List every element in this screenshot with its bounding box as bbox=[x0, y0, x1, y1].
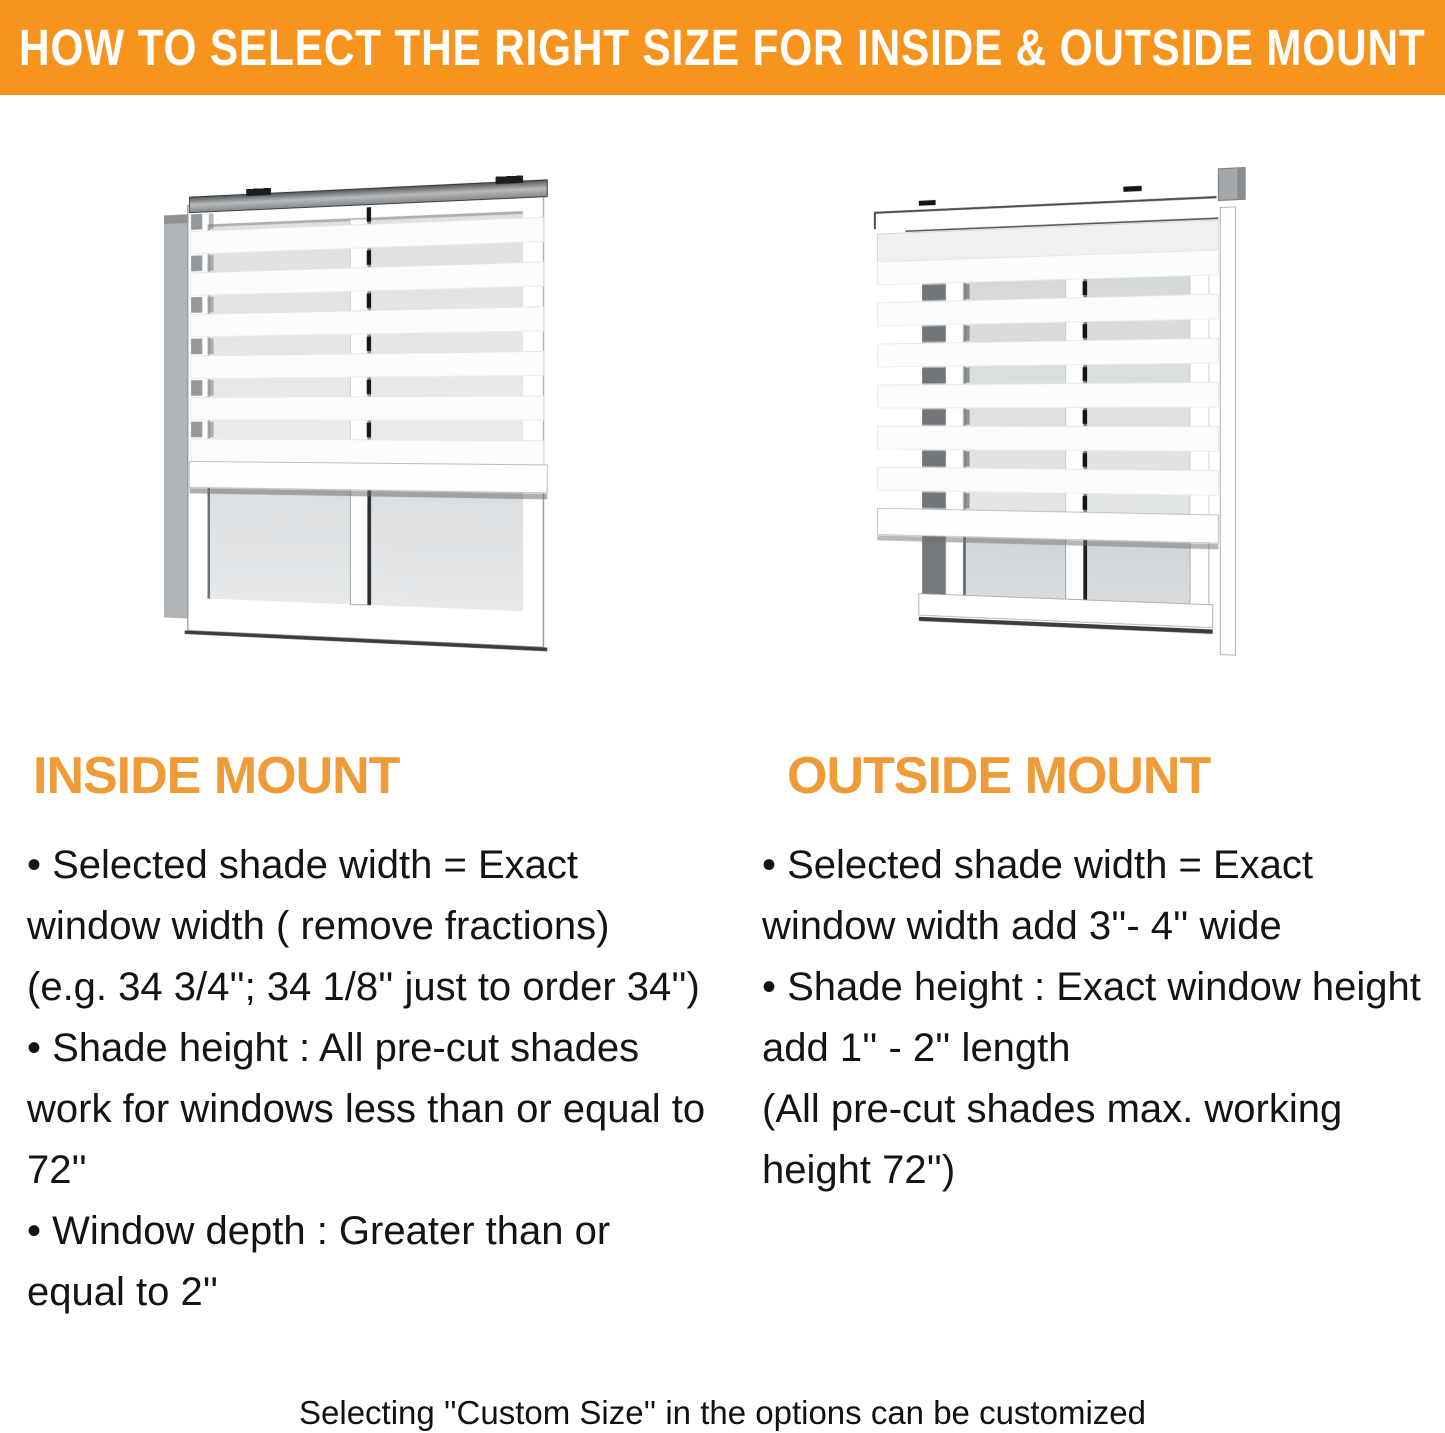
bullet-line: • Window depth : Greater than or bbox=[27, 1209, 611, 1253]
inside-mount-bullets bbox=[27, 835, 722, 1323]
title-banner bbox=[0, 0, 1445, 95]
outside-mount-window-graphic bbox=[872, 159, 1269, 681]
bullet-line: height 72'') bbox=[762, 1148, 956, 1192]
window-wall-reveal bbox=[164, 214, 188, 618]
bullet-line: (All pre-cut shades max. working bbox=[762, 1087, 1343, 1131]
bullet-line: • Shade height : All pre-cut shades bbox=[27, 1026, 640, 1070]
inside-mount-illustration bbox=[152, 184, 547, 649]
bullet-line: window width ( remove fractions) bbox=[27, 904, 610, 948]
bullet-line: 72'' bbox=[27, 1148, 87, 1192]
inside-mount-heading: INSIDE MOUNT bbox=[33, 747, 400, 805]
bullet-line: equal to 2'' bbox=[27, 1270, 218, 1314]
shade-side-channel bbox=[1220, 207, 1235, 655]
outside-mount-heading: OUTSIDE MOUNT bbox=[787, 747, 1211, 805]
bullet-line: • Selected shade width = Exact bbox=[27, 843, 578, 887]
bullet-line: • Shade height : Exact window height bbox=[762, 965, 1421, 1009]
bullet-line: add 1'' - 2'' length bbox=[762, 1026, 1071, 1070]
outside-mount-illustration bbox=[860, 170, 1265, 670]
mount-instructions bbox=[0, 747, 1445, 1323]
zebra-shade-bands bbox=[191, 197, 543, 465]
inside-mount-window-graphic bbox=[164, 174, 551, 659]
bullet-line: • Selected shade width = Exact bbox=[762, 843, 1313, 887]
page-title: HOW TO SELECT THE RIGHT SIZE FOR INSIDE & OUTSIDE MOUNT bbox=[19, 19, 1426, 76]
outside-mount-bullets bbox=[762, 835, 1444, 1201]
outside-mount-section bbox=[722, 747, 1444, 1323]
shade-bottom-rail bbox=[189, 461, 547, 499]
custom-size-note: Selecting ''Custom Size'' in the options can be customized bbox=[299, 1394, 1146, 1431]
zebra-shade-bands bbox=[877, 250, 1218, 515]
bullet-line: (e.g. 34 3/4''; 34 1/8'' just to order 34'') bbox=[27, 965, 700, 1009]
bullet-line: window width add 3''- 4'' wide bbox=[762, 904, 1282, 948]
inside-mount-section bbox=[0, 747, 722, 1323]
bullet-line: work for windows less than or equal to bbox=[27, 1087, 706, 1131]
